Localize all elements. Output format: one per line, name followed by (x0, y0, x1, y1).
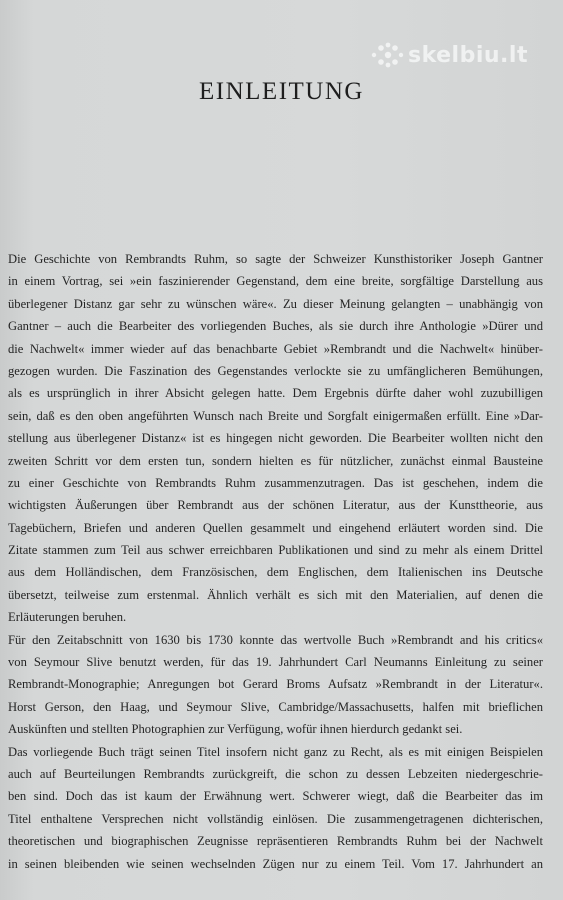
text-line: von Seymour Slive benutzt werden, für das 19. Jahrhundert Carl Neumanns Einleitung zu seiner (8, 655, 543, 670)
text-line: stellung aus überlegener Distanz« ist es hingegen nicht geworden. Die Bearbeiter wollten nicht den (8, 431, 543, 446)
page-title: EINLEITUNG (199, 78, 364, 105)
text-line: Die Geschichte von Rembrandts Ruhm, so sagte der Schweizer Kunsthistoriker Joseph Gantner (8, 252, 543, 266)
text-line: überlegener Distanz gar sehr zu wünschen wäre«. Zu dieser Meinung gelangten – unabhängig von (8, 296, 543, 311)
text-line: als es ursprünglich in ihrer Absicht gelegen hatte. Dem Ergebnis dürfte daher wohl zuzubilligen (8, 386, 543, 401)
text-line: Tagebüchern, Briefen und anderen Quellen gesammelt und eingehend erläutert worden sind. Die (8, 520, 543, 535)
text-line: auch auf Beurteilungen Rembrandts zurückgreift, die schon zu dessen Lebzeiten niedergeschrie- (8, 766, 543, 781)
text-line: Auskünften und stellten Photographien zur Verfügung, wofür ihnen hierdurch gedankt sei. (8, 722, 463, 737)
text-line: Erläuterungen beruhen. (8, 610, 127, 625)
watermark-text: skelbiu.lt (408, 42, 528, 68)
text-line: wichtigsten Äußerungen über Rembrandt aus der schönen Literatur, aus der Kunsttheorie, aus (8, 498, 543, 513)
text-line: Titel enthaltene Versprechen nicht vollständig einlösen. Die zusammengetragenen dichterischen, (8, 811, 543, 826)
text-line: in einem Vortrag, sei »ein faszinierender Gegenstand, dem eine breite, sorgfältige Darstellung aus (8, 274, 543, 289)
text-line: Für den Zeitabschnitt von 1630 bis 1730 konnte das wertvolle Buch »Rembrandt and his critics« (8, 632, 543, 647)
text-line: theoretischen und biographischen Zeugnisse repräsentieren Rembrandts Ruhm bei der Nachwelt (8, 834, 543, 849)
watermark (370, 39, 528, 71)
dots-logo-icon (370, 41, 404, 69)
body-text (8, 248, 543, 875)
text-line: aus dem Holländischen, dem Französischen, dem Englischen, dem Italienischen ins Deutsche (8, 565, 543, 580)
text-line: ben sind. Doch das ist kaum der Erwähnung wert. Schwerer wiegt, daß die Bearbeiter das im (8, 789, 543, 804)
text-line: in seinen bleibenden wie seinen wechselnden Zügen nur zu einem Teil. Vom 17. Jahrhundert an (8, 856, 543, 871)
text-line: übersetzt, teilweise zum erstenmal. Ähnlich verhält es sich mit den Materialien, auf denen die (8, 587, 543, 602)
text-line: Gantner – auch die Bearbeiter des vorliegenden Buches, als sie durch ihre Anthologie »Dürer und (8, 319, 543, 334)
text-line: die Nachwelt« immer wieder auf das benachbarte Gebiet »Rembrandt und die Nachwelt« hinüber- (8, 341, 543, 356)
text-line: zu einer Geschichte von Rembrandts Ruhm zusammenzutragen. Das ist geschehen, indem die (8, 475, 543, 490)
text-line: Rembrandt-Monographie; Anregungen bot Gerard Broms Aufsatz »Rembrandt in der Literatur«. (8, 677, 543, 692)
text-line: zweiten Schritt vor dem ersten tun, sondern hielten es für nützlicher, zunächst einmal Bausteine (8, 453, 543, 468)
text-line: Das vorliegende Buch trägt seinen Titel insofern nicht ganz zu Recht, als es mit einigen Beispielen (8, 744, 543, 759)
text-line: sein, daß es den oben angeführten Wunsch nach Breite und Sorgfalt einigermaßen erfüllt. Eine »Dar- (8, 408, 543, 423)
text-line: gezogen wurden. Die Faszination des Gegenstandes verlockte sie zu umfänglicheren Bemühungen, (8, 363, 543, 378)
text-line: Zitate stammen zum Teil aus schwer erreichbaren Publikationen und sind zu mehr als einem Drittel (8, 543, 543, 558)
text-line: Horst Gerson, den Haag, und Seymour Slive, Cambridge/Massachusetts, halfen mit brieflichen (8, 699, 543, 714)
